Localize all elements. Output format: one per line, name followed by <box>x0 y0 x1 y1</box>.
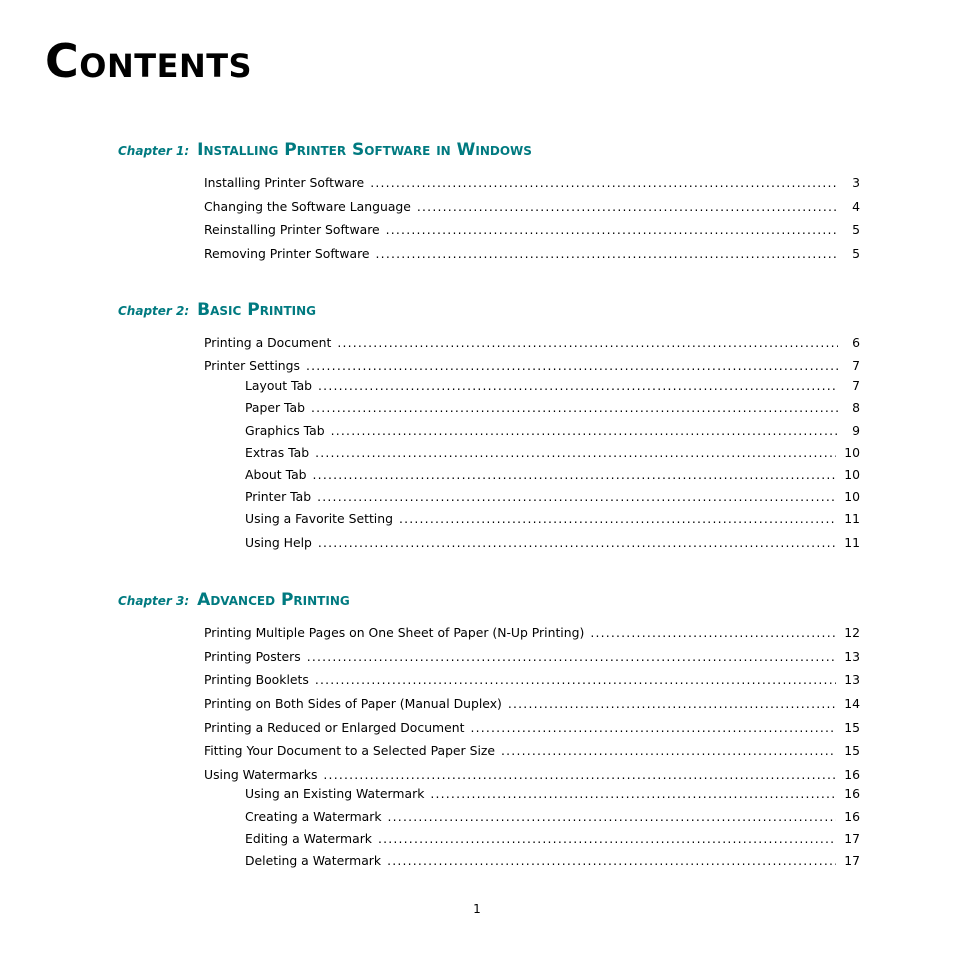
toc-entry-printing-a-document[interactable]: Printing a Document ..... 6 <box>204 335 860 351</box>
toc-entry-editing-a-watermark[interactable]: Editing a Watermark ..... 17 <box>245 831 860 847</box>
dot-leader <box>590 625 836 641</box>
page-ref: 10 <box>844 489 860 504</box>
toc-entry-using-watermarks[interactable]: Using Watermarks ..... 16 <box>204 767 860 783</box>
chapter-title: Basic Printing <box>197 300 316 320</box>
toc-entry-existing-watermark[interactable]: Using an Existing Watermark ..... 16 <box>245 786 860 802</box>
dot-leader <box>470 720 836 736</box>
toc-entry-using-help[interactable]: Using Help ..... 11 <box>245 535 860 551</box>
dot-leader <box>399 511 836 527</box>
toc-entry-fitting-paper-size[interactable]: Fitting Your Document to a Selected Paper Size ..... 15 <box>204 743 860 759</box>
dot-leader <box>311 400 838 416</box>
toc-entry-reduced-or-enlarged[interactable]: Printing a Reduced or Enlarged Document ..... 15 <box>204 720 860 736</box>
chapter-label: Chapter 2: <box>118 304 190 318</box>
page-ref: 15 <box>844 720 860 735</box>
page-ref: 16 <box>844 809 860 824</box>
dot-leader <box>378 831 836 847</box>
dot-leader <box>388 809 837 825</box>
page-ref: 6 <box>852 335 860 350</box>
page-ref: 8 <box>852 400 860 415</box>
toc-entry-layout-tab[interactable]: Layout Tab ..... 7 <box>245 378 860 394</box>
toc-entry-n-up-printing[interactable]: Printing Multiple Pages on One Sheet of Paper (N-Up Printing) ..... 12 <box>204 625 860 641</box>
dot-leader <box>387 853 836 869</box>
chapter-title: Advanced Printing <box>197 590 350 610</box>
toc-entry-printing-posters[interactable]: Printing Posters ..... 13 <box>204 649 860 665</box>
toc-entry-installing-printer-software[interactable]: Installing Printer Software ..... 3 <box>204 175 860 191</box>
chapter-title: Installing Printer Software in Windows <box>197 140 532 160</box>
dot-leader <box>417 199 838 215</box>
toc-entry-about-tab[interactable]: About Tab ..... 10 <box>245 467 860 483</box>
chapter-1-heading <box>118 140 532 160</box>
dot-leader <box>501 743 836 759</box>
toc-entry-removing-printer-software[interactable]: Removing Printer Software ..... 5 <box>204 246 860 262</box>
toc-entry-using-a-favorite-setting[interactable]: Using a Favorite Setting ..... 11 <box>245 511 860 527</box>
page-ref: 5 <box>852 246 860 261</box>
page-ref: 12 <box>844 625 860 640</box>
page-ref: 10 <box>844 445 860 460</box>
dot-leader <box>315 445 836 461</box>
page-ref: 17 <box>844 831 860 846</box>
page-ref: 16 <box>844 767 860 782</box>
page-ref: 4 <box>852 199 860 214</box>
chapter-label: Chapter 1: <box>118 144 190 158</box>
toc-entry-printing-booklets[interactable]: Printing Booklets ..... 13 <box>204 672 860 688</box>
chapter-3-heading <box>118 590 350 610</box>
page-ref: 3 <box>852 175 860 190</box>
dot-leader <box>318 378 838 394</box>
page-ref: 9 <box>852 423 860 438</box>
page-title: CONTENTS <box>45 34 253 88</box>
toc-entry-creating-a-watermark[interactable]: Creating a Watermark ..... 16 <box>245 809 860 825</box>
page-ref: 16 <box>844 786 860 801</box>
dot-leader <box>306 358 838 374</box>
toc-entry-changing-software-language[interactable]: Changing the Software Language ..... 4 <box>204 199 860 215</box>
page-ref: 5 <box>852 222 860 237</box>
toc-entry-graphics-tab[interactable]: Graphics Tab ..... 9 <box>245 423 860 439</box>
toc-entry-deleting-a-watermark[interactable]: Deleting a Watermark ..... 17 <box>245 853 860 869</box>
page-ref: 17 <box>844 853 860 868</box>
page-ref: 14 <box>844 696 860 711</box>
toc-entry-printer-tab[interactable]: Printer Tab ..... 10 <box>245 489 860 505</box>
dot-leader <box>376 246 838 262</box>
page-ref: 13 <box>844 649 860 664</box>
page-ref: 13 <box>844 672 860 687</box>
dot-leader <box>323 767 836 783</box>
page-ref: 7 <box>852 378 860 393</box>
dot-leader <box>307 649 837 665</box>
page-ref: 7 <box>852 358 860 373</box>
page-number: 1 <box>473 902 481 916</box>
dot-leader <box>370 175 838 191</box>
dot-leader <box>315 672 836 688</box>
toc-entry-printer-settings[interactable]: Printer Settings ..... 7 <box>204 358 860 374</box>
page-ref: 15 <box>844 743 860 758</box>
chapter-2-heading <box>118 300 316 320</box>
dot-leader <box>313 467 837 483</box>
toc-entry-manual-duplex[interactable]: Printing on Both Sides of Paper (Manual Duplex) ..... 14 <box>204 696 860 712</box>
dot-leader <box>331 423 838 439</box>
dot-leader <box>317 489 836 505</box>
toc-entry-extras-tab[interactable]: Extras Tab ..... 10 <box>245 445 860 461</box>
toc-entry-paper-tab[interactable]: Paper Tab ..... 8 <box>245 400 860 416</box>
page-ref: 11 <box>844 535 860 550</box>
toc-entry-reinstalling-printer-software[interactable]: Reinstalling Printer Software ..... 5 <box>204 222 860 238</box>
page-ref: 11 <box>844 511 860 526</box>
page-ref: 10 <box>844 467 860 482</box>
chapter-label: Chapter 3: <box>118 594 190 608</box>
dot-leader <box>386 222 838 238</box>
dot-leader <box>508 696 836 712</box>
dot-leader <box>318 535 836 551</box>
dot-leader <box>430 786 836 802</box>
dot-leader <box>337 335 838 351</box>
